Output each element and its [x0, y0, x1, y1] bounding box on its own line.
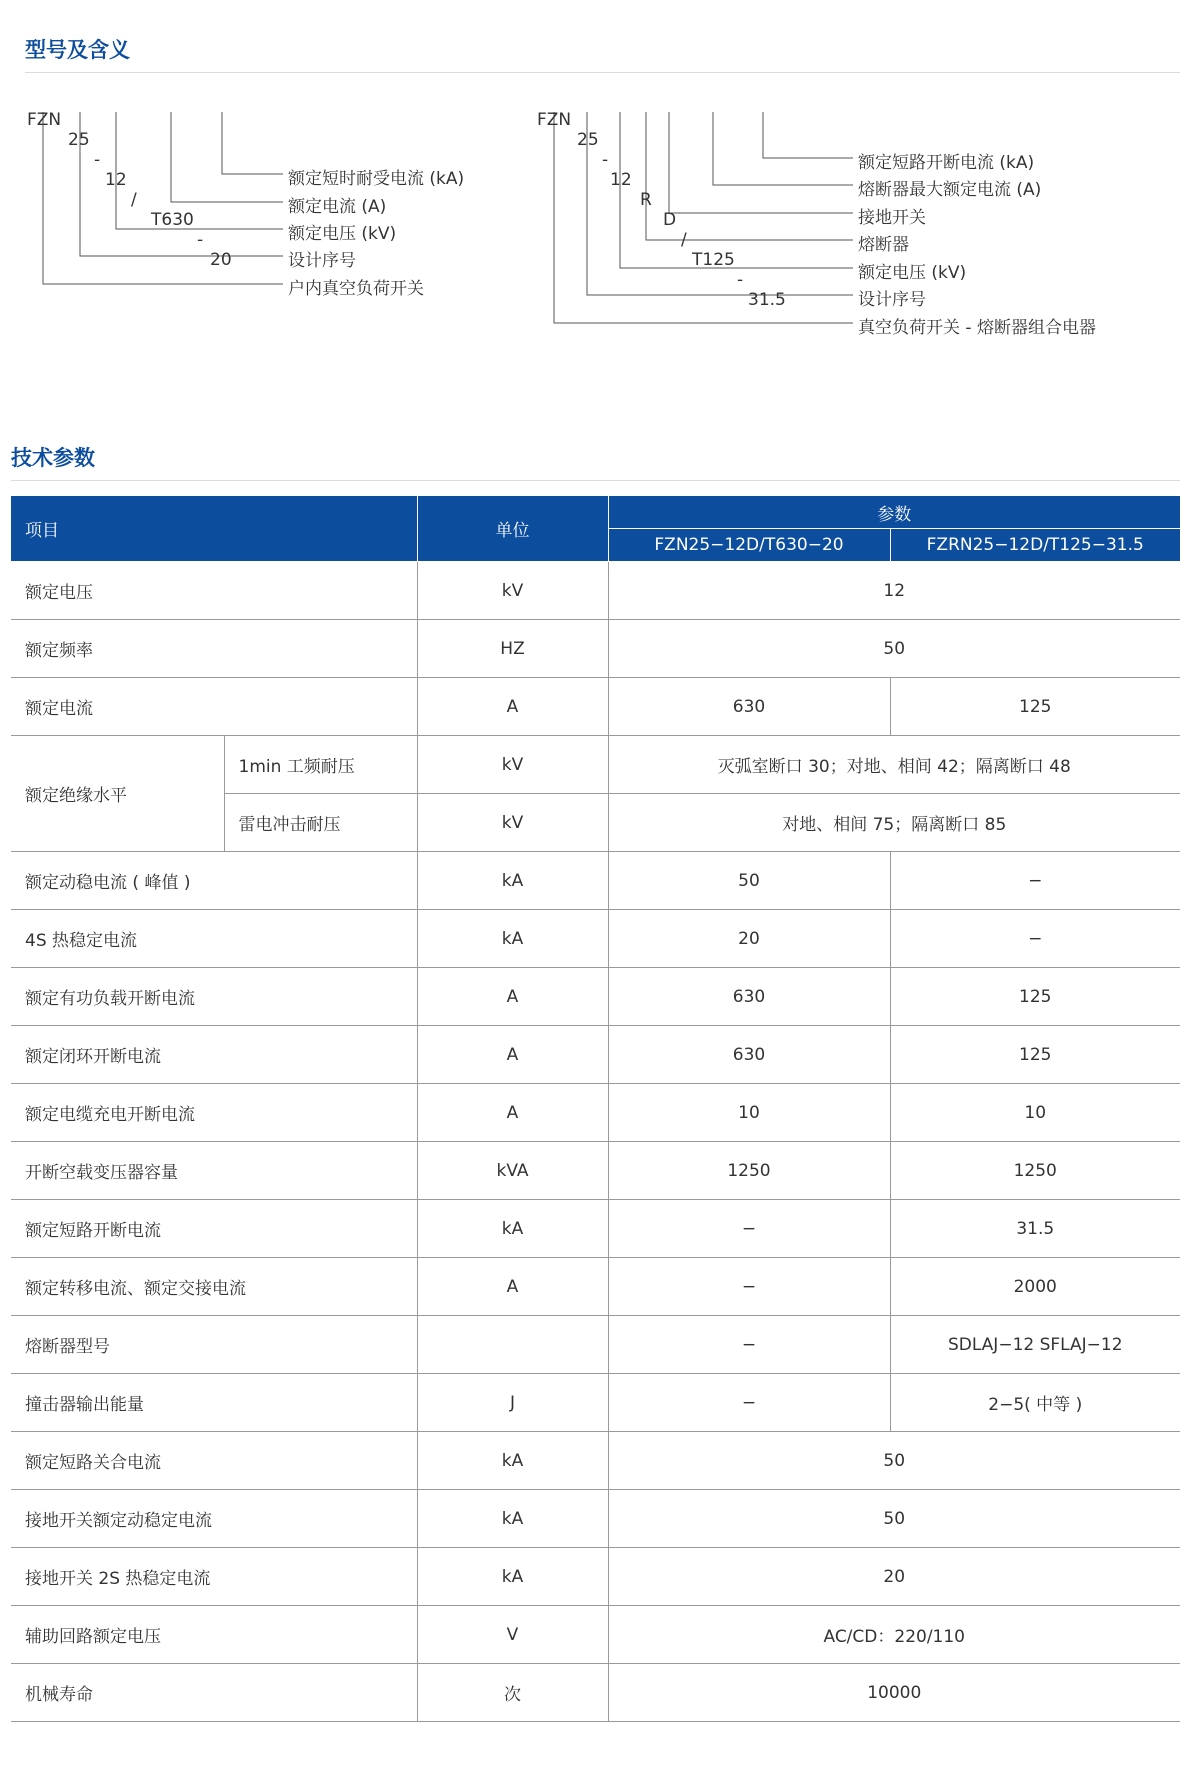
row-unit: kA — [417, 1490, 608, 1548]
row-value-a: 630 — [608, 968, 890, 1026]
row-unit: kA — [417, 1200, 608, 1258]
code-token: 20 — [210, 250, 232, 270]
row-value-b: 1250 — [890, 1142, 1180, 1200]
row-item: 开断空载变压器容量 — [11, 1142, 417, 1200]
table-row — [11, 852, 1180, 910]
table-row — [11, 1200, 1180, 1258]
table-row — [11, 1606, 1180, 1664]
row-value: AC/CD：220/110 — [608, 1606, 1180, 1664]
table-row — [11, 1490, 1180, 1548]
row-value-a: − — [608, 1374, 890, 1432]
row-unit: A — [417, 968, 608, 1026]
row-unit: kVA — [417, 1142, 608, 1200]
right-label-design-serial: 设计序号 — [858, 290, 926, 310]
left-label-rated-voltage: 额定电压 (kV) — [288, 224, 397, 244]
right-model-code — [537, 90, 786, 310]
row-item: 额定电压 — [11, 562, 417, 620]
row-group-item: 额定绝缘水平 — [11, 736, 224, 852]
row-unit: 次 — [417, 1664, 608, 1722]
row-item: 4S 热稳定电流 — [11, 910, 417, 968]
table-row — [11, 620, 1180, 678]
row-unit: A — [417, 678, 608, 736]
row-value-a: 630 — [608, 678, 890, 736]
row-value-a: − — [608, 1258, 890, 1316]
code-token: FZN — [537, 110, 572, 130]
row-value-b: 125 — [890, 1026, 1180, 1084]
row-unit: kA — [417, 1432, 608, 1490]
row-item: 辅助回路额定电压 — [11, 1606, 417, 1664]
row-value-b: − — [890, 910, 1180, 968]
right-label-product-type: 真空负荷开关 - 熔断器组合电器 — [858, 318, 1096, 338]
code-token: 12 — [610, 170, 632, 190]
row-value-a: 50 — [608, 852, 890, 910]
row-value-a: − — [608, 1200, 890, 1258]
row-value-b: SDLAJ−12 SFLAJ−12 — [890, 1316, 1180, 1374]
header-unit: 单位 — [417, 496, 608, 562]
table-row — [11, 562, 1180, 620]
row-item: 额定转移电流、额定交接电流 — [11, 1258, 417, 1316]
row-value-b: 125 — [890, 678, 1180, 736]
table-row — [11, 1142, 1180, 1200]
code-token: - — [602, 150, 609, 170]
row-sub-item: 1min 工频耐压 — [224, 736, 417, 794]
tech-section-title: 技术参数 — [11, 446, 95, 470]
row-value-a: 1250 — [608, 1142, 890, 1200]
row-unit: kA — [417, 852, 608, 910]
row-unit: kV — [417, 736, 608, 794]
table-row — [11, 678, 1180, 736]
table-row — [11, 1258, 1180, 1316]
table-row — [11, 968, 1180, 1026]
table-row — [11, 1026, 1180, 1084]
code-token: 31.5 — [748, 290, 786, 310]
right-label-short-circuit-breaking: 额定短路开断电流 (kA) — [858, 153, 1035, 173]
row-item: 额定闭环开断电流 — [11, 1026, 417, 1084]
code-token: T125 — [692, 250, 735, 270]
row-value-a: 20 — [608, 910, 890, 968]
row-value-a: − — [608, 1316, 890, 1374]
header-params: 参数 — [608, 496, 1180, 529]
code-token: - — [737, 270, 744, 290]
row-item: 额定短路开断电流 — [11, 1200, 417, 1258]
table-row — [11, 1316, 1180, 1374]
row-unit: kA — [417, 1548, 608, 1606]
right-label-earthing-switch: 接地开关 — [858, 208, 926, 228]
row-value-b: 10 — [890, 1084, 1180, 1142]
header-model-a: FZN25−12D/T630−20 — [608, 529, 890, 562]
table-row — [11, 1664, 1180, 1722]
code-token: FZN — [27, 110, 62, 130]
code-token: 25 — [68, 130, 90, 150]
row-value: 10000 — [608, 1664, 1180, 1722]
row-unit: kV — [417, 794, 608, 852]
header-model-b: FZRN25−12D/T125−31.5 — [890, 529, 1180, 562]
row-value: 50 — [608, 620, 1180, 678]
row-value: 20 — [608, 1548, 1180, 1606]
row-sub-item: 雷电冲击耐压 — [224, 794, 417, 852]
table-row — [11, 1432, 1180, 1490]
row-item: 熔断器型号 — [11, 1316, 417, 1374]
row-value-b: 125 — [890, 968, 1180, 1026]
row-item: 接地开关额定动稳定电流 — [11, 1490, 417, 1548]
row-value-b: 2−5( 中等 ) — [890, 1374, 1180, 1432]
code-token: D — [663, 210, 677, 230]
row-unit: kA — [417, 910, 608, 968]
table-row — [11, 1548, 1180, 1606]
row-value-a: 630 — [608, 1026, 890, 1084]
row-value-b: 2000 — [890, 1258, 1180, 1316]
table-row — [11, 1374, 1180, 1432]
table-row — [11, 910, 1180, 968]
right-label-rated-voltage: 额定电压 (kV) — [858, 263, 967, 283]
row-unit: V — [417, 1606, 608, 1664]
model-section-title: 型号及含义 — [25, 38, 130, 62]
code-token: R — [640, 190, 652, 210]
table-row — [11, 736, 1180, 794]
row-value-b: 31.5 — [890, 1200, 1180, 1258]
code-token: T630 — [151, 210, 194, 230]
row-value: 50 — [608, 1490, 1180, 1548]
row-unit: A — [417, 1026, 608, 1084]
row-item: 额定动稳电流 ( 峰值 ) — [11, 852, 417, 910]
spec-table — [11, 496, 1180, 1722]
row-item: 撞击器输出能量 — [11, 1374, 417, 1432]
row-value: 灭弧室断口 30；对地、相间 42；隔离断口 48 — [608, 736, 1180, 794]
right-label-fuse: 熔断器 — [858, 235, 909, 255]
table-row — [11, 1084, 1180, 1142]
row-value-b: − — [890, 852, 1180, 910]
row-item: 额定电缆充电开断电流 — [11, 1084, 417, 1142]
tech-section-divider — [11, 480, 1180, 481]
code-token: - — [94, 150, 101, 170]
row-item: 额定电流 — [11, 678, 417, 736]
table-header-row — [11, 496, 1180, 529]
header-item: 项目 — [11, 496, 417, 562]
left-label-rated-current: 额定电流 (A) — [288, 197, 387, 217]
code-token: 12 — [105, 170, 127, 190]
left-label-design-serial: 设计序号 — [288, 251, 356, 271]
row-value: 12 — [608, 562, 1180, 620]
row-unit: A — [417, 1084, 608, 1142]
code-token: - — [197, 230, 204, 250]
left-model-code — [27, 90, 232, 270]
row-unit: HZ — [417, 620, 608, 678]
code-token: / — [681, 230, 687, 250]
row-item: 额定有功负载开断电流 — [11, 968, 417, 1026]
row-item: 额定频率 — [11, 620, 417, 678]
row-item: 接地开关 2S 热稳定电流 — [11, 1548, 417, 1606]
right-label-fuse-max-current: 熔断器最大额定电流 (A) — [858, 180, 1042, 200]
row-value: 50 — [608, 1432, 1180, 1490]
code-token: / — [131, 190, 137, 210]
row-value-a: 10 — [608, 1084, 890, 1142]
left-label-product-type: 户内真空负荷开关 — [288, 279, 424, 299]
row-unit: kV — [417, 562, 608, 620]
row-item: 机械寿命 — [11, 1664, 417, 1722]
row-unit — [417, 1316, 608, 1374]
row-value: 对地、相间 75；隔离断口 85 — [608, 794, 1180, 852]
row-unit: A — [417, 1258, 608, 1316]
left-label-short-time-current: 额定短时耐受电流 (kA) — [288, 169, 465, 189]
code-token: 25 — [577, 130, 599, 150]
row-unit: J — [417, 1374, 608, 1432]
row-item: 额定短路关合电流 — [11, 1432, 417, 1490]
